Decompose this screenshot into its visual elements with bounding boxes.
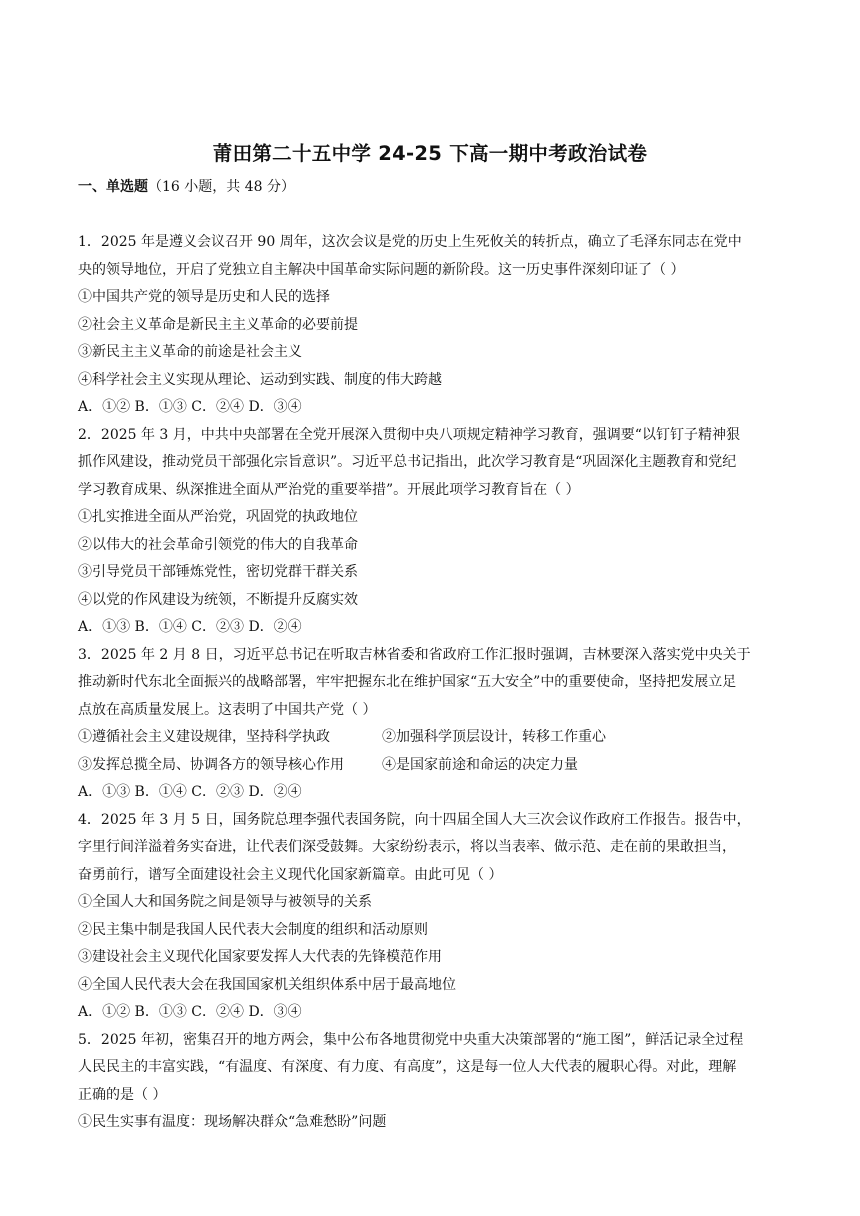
q1-item-3: ③新民主主义革命的前途是社会主义 (78, 344, 302, 360)
q1-stem-line-2: 央的领导地位，开启了党独立自主解决中国革命实际问题的新阶段。这一历史事件深刻印证了（ ） (78, 262, 685, 278)
section-heading (78, 176, 295, 196)
q4-item-3: ③建设社会主义现代化国家要发挥人大代表的先锋模范作用 (78, 949, 442, 965)
q1-item-2: ②社会主义革命是新民主主义革命的必要前提 (78, 317, 358, 333)
q2-item-2: ②以伟大的社会革命引领党的伟大的自我革命 (78, 537, 358, 553)
q4-stem-line-1: 4．2025 年 3 月 5 日，国务院总理李强代表国务院，向十四届全国人大三次会议作政府工作报告。报告中， (78, 812, 751, 828)
q3-item-3: ③发挥总揽全局、协调各方的领导核心作用 (78, 757, 344, 773)
q4-item-2: ②民主集中制是我国人民代表大会制度的组织和活动原则 (78, 922, 428, 938)
q2-stem-line-2: 抓作风建设，推动党员干部强化宗旨意识”。习近平总书记指出，此次学习教育是“巩固深化主题教育和党纪 (78, 454, 737, 470)
section-title: 一、单选题 (78, 179, 148, 195)
q1-stem-line-1: 1．2025 年是遵义会议召开 90 周年，这次会议是党的历史上生死攸关的转折点，确立了毛泽东同志在党中 (78, 234, 742, 250)
q4-item-1: ①全国人大和国务院之间是领导与被领导的关系 (78, 894, 372, 910)
q5-stem-line-1: 5．2025 年初，密集召开的地方两会，集中公布各地贯彻党中央重大决策部署的“施工图”，鲜活记录全过程 (78, 1032, 744, 1048)
q4-item-4: ④全国人民代表大会在我国国家机关组织体系中居于最高地位 (78, 977, 456, 993)
q4-stem-line-3: 奋勇前行，谱写全面建设社会主义现代化国家新篇章。由此可见（ ） (78, 867, 503, 883)
q5-stem-line-3: 正确的是（ ） (78, 1087, 167, 1103)
q2-item-3: ③引导党员干部锤炼党性，密切党群干群关系 (78, 564, 358, 580)
q5-item-1: ①民生实事有温度：现场解决群众“急难愁盼”问题 (78, 1114, 387, 1130)
q4-answer-options: A．①② B．①③ C．②④ D．③④ (78, 1004, 302, 1020)
q2-stem-line-1: 2．2025 年 3 月，中共中央部署在全党开展深入贯彻中央八项规定精神学习教育，强调要“以钉钉子精神狠 (78, 427, 740, 443)
q2-answer-options: A．①③ B．①④ C．②③ D．②④ (78, 619, 302, 635)
q3-item-2: ②加强科学顶层设计，转移工作重心 (382, 729, 606, 745)
q3-answer-options: A．①③ B．①④ C．②③ D．②④ (78, 784, 302, 800)
section-note: （16 小题，共 48 分） (148, 179, 295, 195)
q1-item-4: ④科学社会主义实现从理论、运动到实践、制度的伟大跨越 (78, 372, 442, 388)
q3-stem-line-2: 推动新时代东北全面振兴的战略部署，牢牢把握东北在维护国家“五大安全”中的重要使命，坚持把发展立足 (78, 674, 737, 690)
q2-item-1: ①扎实推进全面从严治党，巩固党的执政地位 (78, 509, 358, 525)
page-title: 莆田第二十五中学 24-25 下高一期中考政治试卷 (212, 142, 648, 165)
q1-answer-options: A．①② B．①③ C．②④ D．③④ (78, 399, 302, 415)
q5-stem-line-2: 人民民主的丰富实践，“有温度、有深度、有力度、有高度”，这是每一位人大代表的履职心得。对此，理解 (78, 1059, 737, 1075)
q3-stem-line-3: 点放在高质量发展上。这表明了中国共产党（ ） (78, 702, 377, 718)
q3-stem-line-1: 3．2025 年 2 月 8 日，习近平总书记在听取吉林省委和省政府工作汇报时强调，吉林要深入落实党中央关于 (78, 647, 751, 663)
q2-stem-line-3: 学习教育成果、纵深推进全面从严治党的重要举措”。开展此项学习教育旨在（ ） (78, 482, 580, 498)
q4-stem-line-2: 字里行间洋溢着务实奋进，让代表们深受鼓舞。大家纷纷表示，将以当表率、做示范、走在前的果敢担当， (78, 839, 736, 855)
q2-item-4: ④以党的作风建设为统领，不断提升反腐实效 (78, 592, 358, 608)
q3-item-4: ④是国家前途和命运的决定力量 (382, 757, 578, 773)
q1-item-1: ①中国共产党的领导是历史和人民的选择 (78, 289, 330, 305)
q3-item-1: ①遵循社会主义建设规律，坚持科学执政 (78, 729, 330, 745)
